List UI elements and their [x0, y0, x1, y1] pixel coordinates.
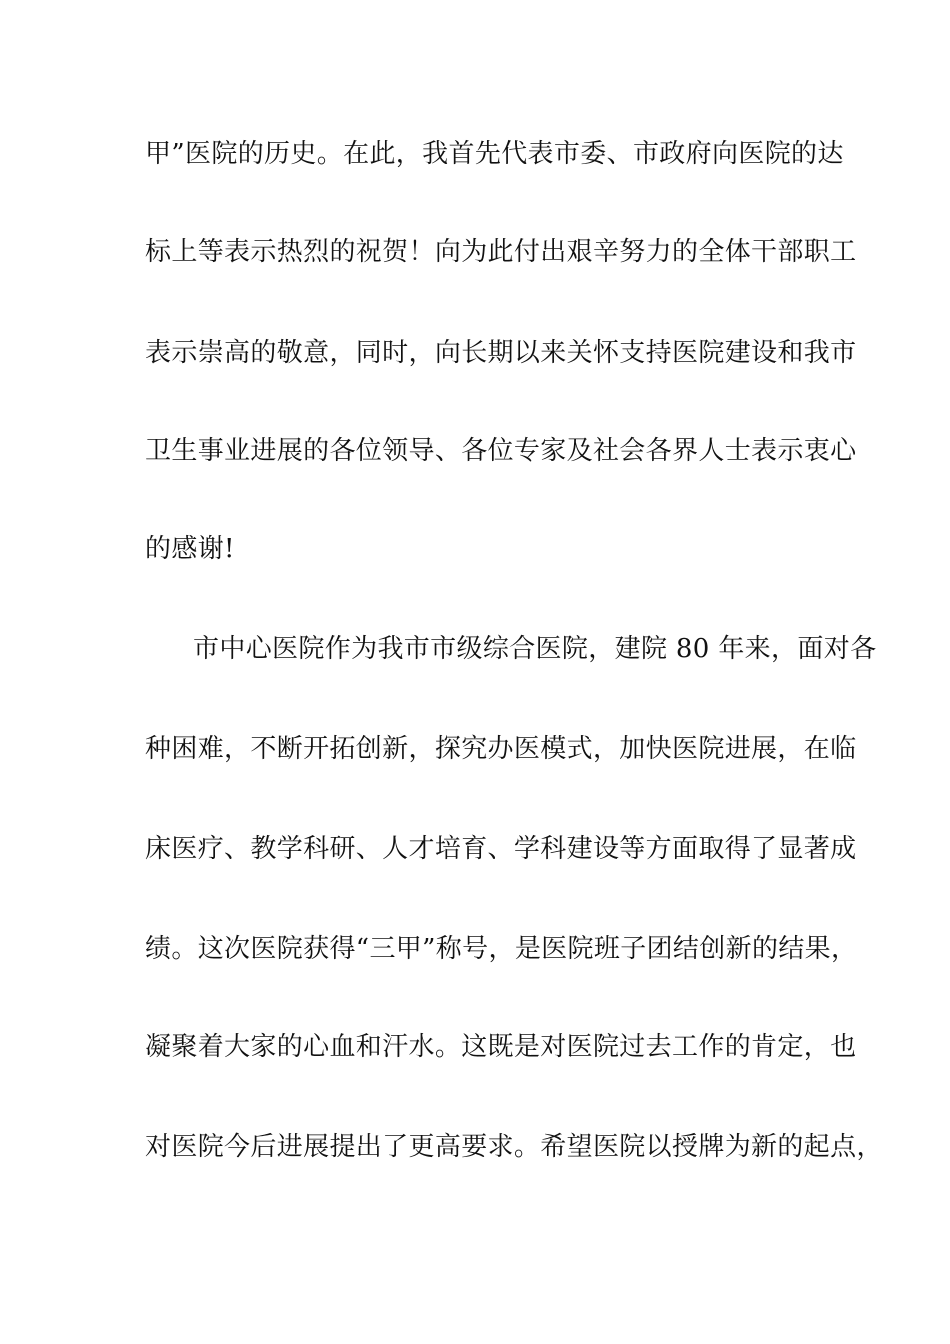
paragraph-line: 表示崇高的敬意，同时，向长期以来关怀支持医院建设和我市	[145, 338, 857, 368]
paragraph-line: 甲”医院的历史。在此，我首先代表市委、市政府向医院的达	[145, 139, 844, 169]
paragraph-line: 绩。这次医院获得“三甲”称号，是医院班子团结创新的结果，	[145, 934, 858, 964]
paragraph-line: 卫生事业进展的各位领导、各位专家及社会各界人士表示衷心	[145, 436, 857, 466]
paragraph-line: 标上等表示热烈的祝贺！向为此付出艰辛努力的全体干部职工	[145, 237, 857, 267]
paragraph-line: 种困难，不断开拓创新，探究办医模式，加快医院进展，在临	[145, 734, 857, 764]
paragraph-line: 的感谢!	[145, 534, 235, 564]
paragraph-line: 凝聚着大家的心血和汗水。这既是对医院过去工作的肯定，也	[145, 1032, 857, 1062]
paragraph-line: 床医疗、教学科研、人才培育、学科建设等方面取得了显著成	[145, 834, 857, 864]
paragraph-line: 对医院今后进展提出了更高要求。希望医院以授牌为新的起点，	[145, 1132, 883, 1162]
paragraph-first-line: 市中心医院作为我市市级综合医院，建院 80 年来，面对各	[193, 634, 877, 664]
